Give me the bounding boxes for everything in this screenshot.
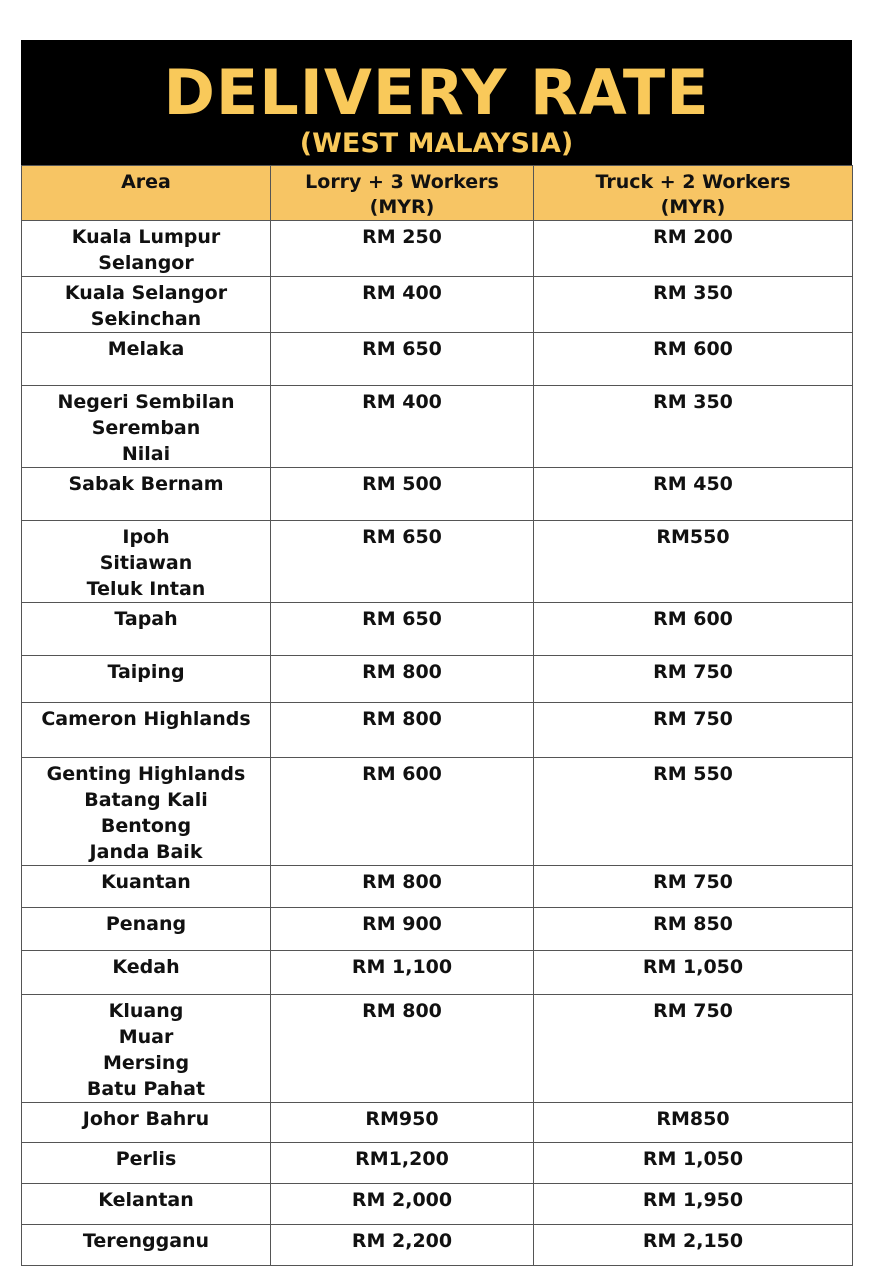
table-row <box>22 1184 853 1225</box>
lorry-rate-cell: RM 1,100 <box>271 951 534 995</box>
area-name: Mersing <box>102 1052 190 1074</box>
area-name: Kedah <box>112 956 180 978</box>
table-row <box>22 1143 853 1184</box>
truck-rate-cell: RM 750 <box>534 656 853 703</box>
lorry-rate-cell: RM 2,000 <box>271 1184 534 1225</box>
area-cell <box>22 1184 271 1225</box>
truck-rate-cell: RM550 <box>534 521 853 603</box>
lorry-rate-cell: RM 800 <box>271 995 534 1103</box>
area-name: Batu Pahat <box>86 1078 206 1100</box>
area-cell <box>22 1103 271 1143</box>
area-name: Seremban <box>91 417 201 439</box>
area-name: Sabak Bernam <box>68 473 224 495</box>
lorry-rate-cell: RM 400 <box>271 277 534 333</box>
lorry-rate-cell: RM 800 <box>271 703 534 758</box>
table-row <box>22 333 853 386</box>
column-header-unit: (MYR) <box>660 196 726 218</box>
area-cell <box>22 908 271 951</box>
area-name: Kluang <box>108 1000 184 1022</box>
truck-rate-cell: RM 350 <box>534 386 853 468</box>
table-row <box>22 656 853 703</box>
truck-rate-cell: RM 1,050 <box>534 951 853 995</box>
area-name: Selangor <box>98 252 194 274</box>
table-row <box>22 703 853 758</box>
title-banner <box>21 40 852 165</box>
truck-rate-cell: RM 600 <box>534 333 853 386</box>
column-header-area <box>22 166 271 221</box>
truck-rate-cell: RM 2,150 <box>534 1225 853 1266</box>
page-subtitle: (WEST MALAYSIA) <box>299 128 574 159</box>
area-cell <box>22 758 271 866</box>
area-name: Tapah <box>114 608 178 630</box>
lorry-rate-cell: RM 600 <box>271 758 534 866</box>
lorry-rate-cell: RM 2,200 <box>271 1225 534 1266</box>
area-name: Kuantan <box>101 871 191 893</box>
area-name: Cameron Highlands <box>41 708 251 730</box>
delivery-rate-table <box>21 165 853 1266</box>
lorry-rate-cell: RM 900 <box>271 908 534 951</box>
area-cell <box>22 333 271 386</box>
area-cell <box>22 468 271 521</box>
lorry-rate-cell: RM 500 <box>271 468 534 521</box>
area-name: Perlis <box>115 1148 177 1170</box>
area-name: Nilai <box>121 443 171 465</box>
table-row <box>22 1103 853 1143</box>
area-name: Muar <box>118 1026 174 1048</box>
lorry-rate-cell: RM1,200 <box>271 1143 534 1184</box>
area-name: Taiping <box>107 661 185 683</box>
column-header-lorry <box>271 166 534 221</box>
rate-sheet <box>21 40 852 1266</box>
table-row <box>22 995 853 1103</box>
area-name: Kuala Lumpur <box>71 226 221 248</box>
truck-rate-cell: RM 350 <box>534 277 853 333</box>
truck-rate-cell: RM 1,050 <box>534 1143 853 1184</box>
table-row <box>22 951 853 995</box>
lorry-rate-cell: RM 650 <box>271 603 534 656</box>
truck-rate-cell: RM 750 <box>534 995 853 1103</box>
column-header-truck <box>534 166 853 221</box>
area-name: Ipoh <box>122 526 170 548</box>
area-name: Batang Kali <box>84 789 208 811</box>
table-row <box>22 908 853 951</box>
area-name: Penang <box>105 913 187 935</box>
truck-rate-cell: RM 750 <box>534 866 853 908</box>
area-name: Kuala Selangor <box>64 282 228 304</box>
table-row <box>22 221 853 277</box>
lorry-rate-cell: RM 800 <box>271 866 534 908</box>
area-cell <box>22 656 271 703</box>
area-name: Negeri Sembilan <box>57 391 235 413</box>
lorry-rate-cell: RM 800 <box>271 656 534 703</box>
area-name: Bentong <box>100 815 192 837</box>
area-cell <box>22 703 271 758</box>
area-cell <box>22 995 271 1103</box>
area-cell <box>22 521 271 603</box>
lorry-rate-cell: RM 650 <box>271 333 534 386</box>
area-cell <box>22 1143 271 1184</box>
area-cell <box>22 866 271 908</box>
area-name: Johor Bahru <box>82 1108 210 1130</box>
lorry-rate-cell: RM 250 <box>271 221 534 277</box>
area-cell <box>22 386 271 468</box>
area-cell <box>22 603 271 656</box>
table-row <box>22 468 853 521</box>
table-row <box>22 866 853 908</box>
table-row <box>22 758 853 866</box>
page-title: DELIVERY RATE <box>163 56 710 129</box>
table-body <box>22 221 853 1266</box>
area-name: Sitiawan <box>99 552 193 574</box>
lorry-rate-cell: RM 400 <box>271 386 534 468</box>
column-header-line: Area <box>121 171 171 193</box>
column-header-line: Truck + 2 Workers <box>595 171 791 193</box>
lorry-rate-cell: RM 650 <box>271 521 534 603</box>
truck-rate-cell: RM 850 <box>534 908 853 951</box>
truck-rate-cell: RM 200 <box>534 221 853 277</box>
area-name: Terengganu <box>82 1230 210 1252</box>
table-row <box>22 386 853 468</box>
area-name: Sekinchan <box>90 308 202 330</box>
truck-rate-cell: RM 750 <box>534 703 853 758</box>
area-name: Melaka <box>107 338 185 360</box>
truck-rate-cell: RM 450 <box>534 468 853 521</box>
area-name: Teluk Intan <box>86 578 206 600</box>
truck-rate-cell: RM 550 <box>534 758 853 866</box>
area-name: Janda Baik <box>89 841 203 863</box>
column-header-line: Lorry + 3 Workers <box>305 171 499 193</box>
lorry-rate-cell: RM950 <box>271 1103 534 1143</box>
table-row <box>22 603 853 656</box>
truck-rate-cell: RM850 <box>534 1103 853 1143</box>
area-cell <box>22 1225 271 1266</box>
truck-rate-cell: RM 600 <box>534 603 853 656</box>
table-row <box>22 277 853 333</box>
table-row <box>22 521 853 603</box>
table-row <box>22 1225 853 1266</box>
area-name: Genting Highlands <box>46 763 246 785</box>
area-cell <box>22 951 271 995</box>
area-name: Kelantan <box>98 1189 194 1211</box>
area-cell <box>22 221 271 277</box>
column-header-unit: (MYR) <box>369 196 435 218</box>
truck-rate-cell: RM 1,950 <box>534 1184 853 1225</box>
area-cell <box>22 277 271 333</box>
table-header-row <box>22 166 853 221</box>
